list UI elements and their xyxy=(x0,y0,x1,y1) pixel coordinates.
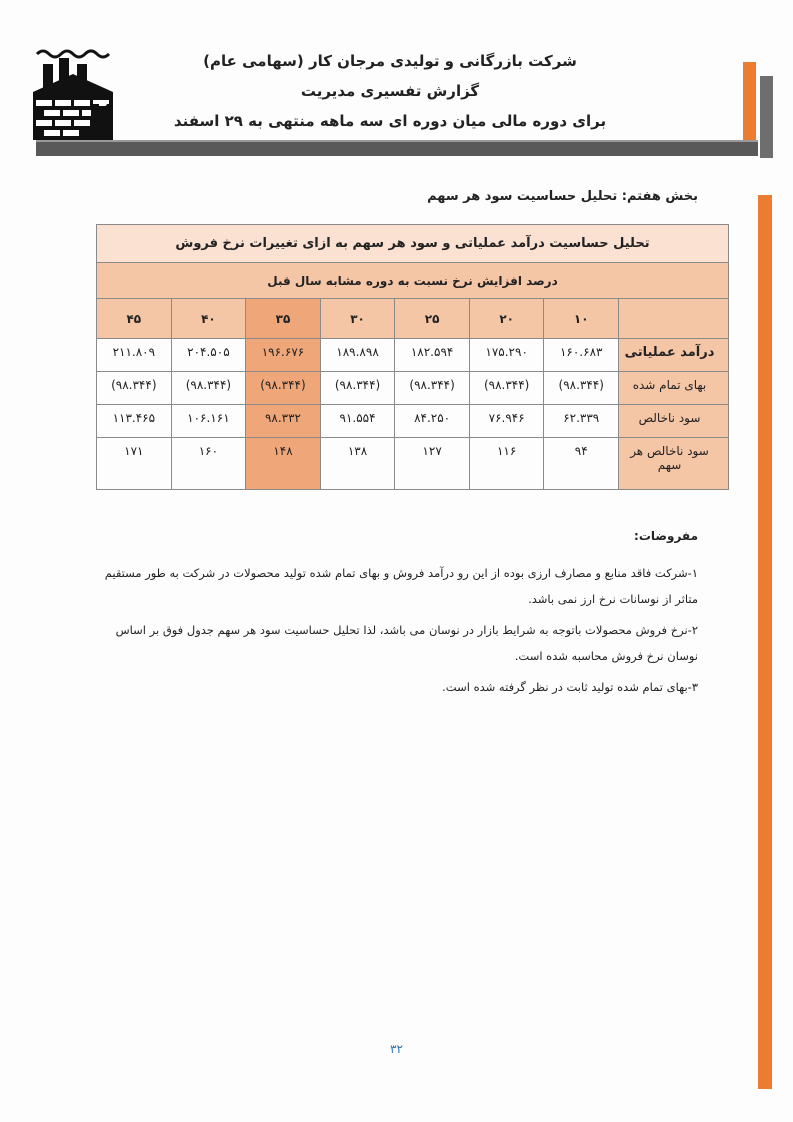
header-accent-grey xyxy=(760,76,773,158)
table-cell: ۸۴.۲۵۰ xyxy=(395,405,470,438)
table-row xyxy=(97,372,729,405)
table-header-row xyxy=(97,299,729,339)
table-title-row xyxy=(97,225,729,263)
table-cell: ۲۱۱.۸۰۹ xyxy=(97,339,172,372)
table-cell: ۱۸۲.۵۹۴ xyxy=(395,339,470,372)
table-cell: (۹۸.۳۴۴) xyxy=(469,372,544,405)
column-header: ۴۵ xyxy=(97,299,172,339)
row-label: بهای تمام شده xyxy=(619,372,729,405)
table-row xyxy=(97,438,729,490)
assumption-item: ۱-شرکت فاقد منابع و مصارف ارزی بوده از این رو درآمد فروش و بهای تمام شده تولید محصولات در شرکت به طور مستقیم متاثر از نوسانات نرخ ارز نمی باشد. xyxy=(104,566,698,606)
table-cell-highlighted: (۹۸.۳۴۴) xyxy=(246,372,321,405)
header-accent-orange xyxy=(743,62,756,142)
table-cell: (۹۸.۳۴۴) xyxy=(395,372,470,405)
column-header-highlighted: ۳۵ xyxy=(246,299,321,339)
table-cell: (۹۸.۳۴۴) xyxy=(320,372,395,405)
row-label: درآمد عملیاتی xyxy=(619,339,729,372)
table-cell: (۹۸.۳۴۴) xyxy=(171,372,246,405)
table-cell: ۱۱۶ xyxy=(469,438,544,490)
table-cell: ۱۸۹.۸۹۸ xyxy=(320,339,395,372)
table-cell: ۷۶.۹۴۶ xyxy=(469,405,544,438)
table-cell: ۱۷۵.۲۹۰ xyxy=(469,339,544,372)
table-cell: ۱۷۱ xyxy=(97,438,172,490)
header-divider-bar xyxy=(36,142,758,156)
assumptions-title: مفروضات: xyxy=(634,529,698,543)
table-cell: ۲۰۴.۵۰۵ xyxy=(171,339,246,372)
table-cell: (۹۸.۳۴۴) xyxy=(544,372,619,405)
company-name: شرکت بازرگانی و تولیدی مرجان کار (سهامی عام) xyxy=(203,52,577,70)
table-cell: ۹۱.۵۵۴ xyxy=(320,405,395,438)
row-label: سود ناخالص هر سهم xyxy=(619,438,729,490)
column-header: ۲۵ xyxy=(395,299,470,339)
table-cell: ۶۲.۳۳۹ xyxy=(544,405,619,438)
column-header: ۱۰ xyxy=(544,299,619,339)
report-period: برای دوره مالی میان دوره ای سه ماهه منتهی به ۲۹ اسفند xyxy=(173,112,607,130)
column-header: ۲۰ xyxy=(469,299,544,339)
section-title: بخش هفتم: تحلیل حساسیت سود هر سهم xyxy=(427,189,698,204)
company-logo xyxy=(33,44,113,142)
assumption-item: ۲-نرخ فروش محصولات باتوجه به شرایط بازار در نوسان می باشد، لذا تحلیل حساسیت سود هر سهم جدول فوق بر اساس نوسان نرخ فروش محاسبه شده است. xyxy=(115,623,698,663)
column-header: ۳۰ xyxy=(320,299,395,339)
sensitivity-table xyxy=(96,224,729,490)
table-cell: ۱۶۰.۶۸۳ xyxy=(544,339,619,372)
table-title: تحلیل حساسیت درآمد عملیاتی و سود هر سهم به ازای تغییرات نرخ فروش xyxy=(97,225,729,263)
table-cell: (۹۸.۳۴۴) xyxy=(97,372,172,405)
table-cell: ۱۲۷ xyxy=(395,438,470,490)
table-row xyxy=(97,339,729,372)
column-header: ۴۰ xyxy=(171,299,246,339)
table-row xyxy=(97,405,729,438)
table-cell: ۹۴ xyxy=(544,438,619,490)
table-header-corner xyxy=(619,299,729,339)
table-subtitle: درصد افزایش نرخ نسبت به دوره مشابه سال قبل xyxy=(97,263,729,299)
table-cell-highlighted: ۹۸.۳۳۲ xyxy=(246,405,321,438)
table-cell: ۱۳۸ xyxy=(320,438,395,490)
report-name: گزارش تفسیری مدیریت xyxy=(300,82,480,100)
side-stripe xyxy=(758,195,772,1089)
table-cell-highlighted: ۱۹۶.۶۷۶ xyxy=(246,339,321,372)
table-cell: ۱۱۳.۴۶۵ xyxy=(97,405,172,438)
table-cell-highlighted: ۱۴۸ xyxy=(246,438,321,490)
row-label: سود ناخالص xyxy=(619,405,729,438)
table-cell: ۱۰۶.۱۶۱ xyxy=(171,405,246,438)
page-number: ۳۲ xyxy=(390,1042,403,1056)
table-cell: ۱۶۰ xyxy=(171,438,246,490)
table-subtitle-row xyxy=(97,263,729,299)
assumption-item: ۳-بهای تمام شده تولید ثابت در نظر گرفته شده است. xyxy=(442,680,698,694)
